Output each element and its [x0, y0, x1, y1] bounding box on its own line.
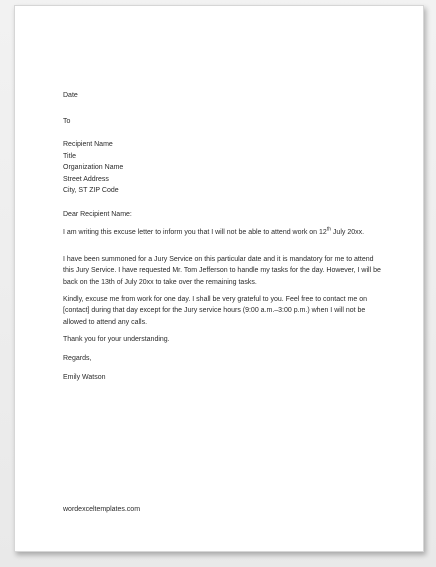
paragraph-jury-service: I have been summoned for a Jury Service on this particular date and it is mandatory for me to attend this Jury Service. I have requested Mr. Tom Jefferson to handle my tasks for the day. However, I will be back on the 13th of July 20xx to take over the remaining tasks. — [63, 256, 381, 286]
recipient-name: Recipient Name — [63, 141, 113, 148]
salutation: Dear Recipient Name: — [63, 211, 132, 218]
date-line: Date — [63, 92, 78, 99]
paragraph-intro-date: July 20xx. — [330, 229, 365, 236]
closing: Regards, — [63, 355, 92, 362]
city-state-zip: City, ST ZIP Code — [63, 187, 119, 194]
to-line: To — [63, 118, 71, 125]
paragraph-request: Kindly, excuse me from work for one day. I shall be very grateful to you. Feel free to contact me on [contact] during that day except for the Jury service hours (9:00 a.m.–3:00 p.m.) when I will not be allowed to attend any calls. — [63, 296, 367, 326]
letter-page — [14, 5, 424, 552]
street-address: Street Address — [63, 175, 109, 183]
recipient-title: Title — [63, 152, 76, 160]
date-ordinal-suffix: th — [326, 226, 331, 233]
paragraph-intro — [63, 227, 381, 238]
paragraph-thanks: Thank you for your understanding. — [63, 336, 170, 343]
footer-website: wordexceltemplates.com — [63, 506, 141, 513]
signature-name: Emily Watson — [63, 374, 106, 381]
organization-name: Organization Name — [63, 164, 124, 171]
paragraph-intro-text: I am writing this excuse letter to inform you that I will not be able to attend work on 12 — [63, 229, 327, 236]
